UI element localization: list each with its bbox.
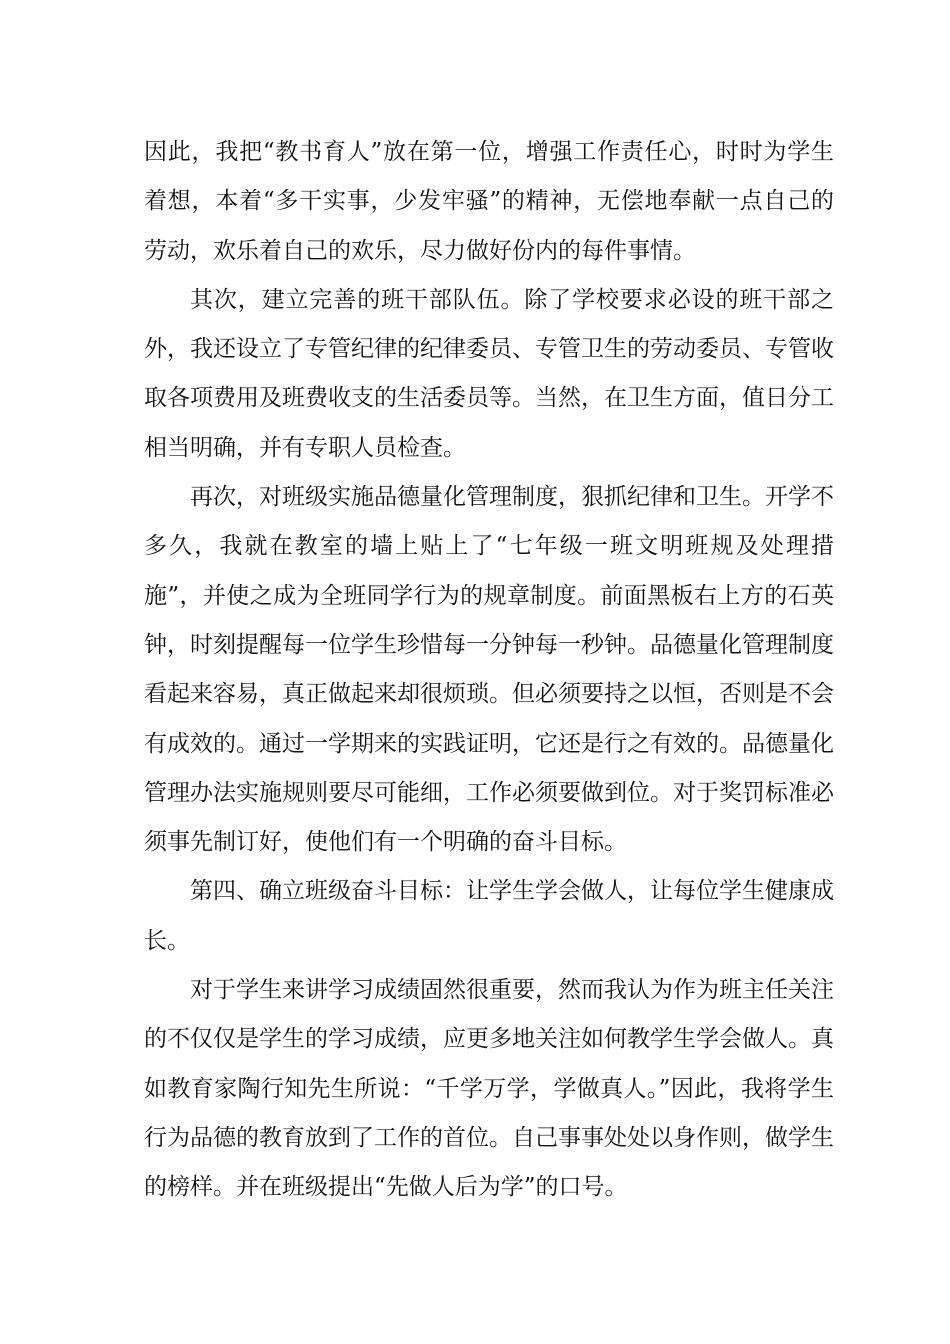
document-body	[144, 128, 834, 1213]
paragraph-class-cadres: 其次，建立完善的班干部队伍。除了学校要求必设的班干部之外，我还设立了专管纪律的纪律委员、专管卫生的劳动委员、专管收取各项费用及班费收支的生活委员等。当然，在卫生方面，值日分工相当明确，并有专职人员检查。	[144, 286, 834, 461]
paragraph-learn-to-be-human: 对于学生来讲学习成绩固然很重要，然而我认为作为班主任关注的不仅仅是学生的学习成绩，应更多地关注如何教学生学会做人。真如教育家陶行知先生所说：“千学万学，学做真人。”因此，我将学生行为品德的教育放到了工作的首位。自己事事处处以身作则，做学生的榜样。并在班级提出“先做人后为学”的口号。	[144, 977, 834, 1201]
paragraph-continuation: 因此，我把“教书育人”放在第一位，增强工作责任心，时时为学生着想，本着“多干实事，少发牢骚”的精神，无偿地奉献一点自己的劳动，欢乐着自己的欢乐，尽力做好份内的每件事情。	[144, 139, 834, 264]
paragraph-class-goal: 第四、确立班级奋斗目标：让学生学会做人，让每位学生健康成长。	[144, 878, 834, 954]
paragraph-moral-quantification: 再次，对班级实施品德量化管理制度，狠抓纪律和卫生。开学不多久，我就在教室的墙上贴上了“七年级一班文明班规及处理措施”，并使之成为全班同学行为的规章制度。前面黑板右上方的石英钟，时刻提醒每一位学生珍惜每一分钟每一秒钟。品德量化管理制度看起来容易，真正做起来却很烦琐。但必须要持之以恒，否则是不会有成效的。通过一学期来的实践证明，它还是行之有效的。品德量化管理办法实施规则要尽可能细，工作必须要做到位。对于奖罚标准必须事先制订好，使他们有一个明确的奋斗目标。	[144, 484, 834, 856]
